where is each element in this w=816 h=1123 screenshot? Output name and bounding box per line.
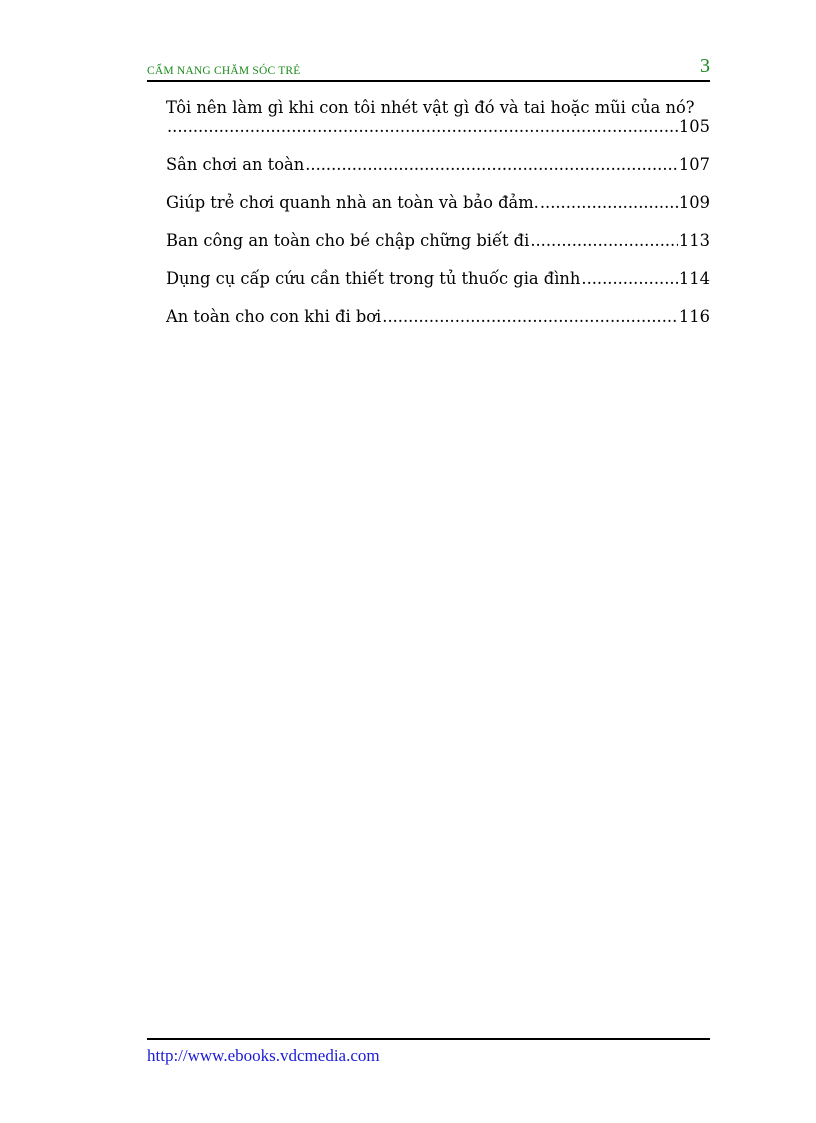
toc-entry-page: 116 (678, 307, 710, 326)
dot-leader (530, 231, 678, 250)
toc-entry-title: An toàn cho con khi đi bơi (166, 307, 382, 326)
dot-leader (581, 269, 678, 288)
footer-url-link[interactable]: http://www.ebooks.vdcmedia.com (147, 1046, 380, 1065)
table-of-contents (166, 98, 710, 326)
page-footer (147, 1038, 710, 1065)
toc-entry[interactable] (166, 269, 710, 288)
toc-entry-page: 105 (678, 117, 710, 136)
toc-entry-page: 114 (678, 269, 710, 288)
toc-entry-title: Dụng cụ cấp cứu cần thiết trong tủ thuốc gia đình (166, 269, 581, 288)
dot-leader (540, 193, 678, 212)
toc-entry-title: Tôi nên làm gì khi con tôi nhét vật gì đó và tai hoặc mũi của nó? (166, 98, 695, 117)
page-number: 3 (700, 55, 710, 77)
toc-entry[interactable] (166, 307, 710, 326)
toc-entry-title: Ban công an toàn cho bé chập chững biết đi (166, 231, 530, 250)
dot-leader (305, 155, 678, 174)
running-header-title: CẨM NANG CHĂM SÓC TRẺ (147, 65, 301, 77)
toc-entry[interactable] (166, 155, 710, 174)
page-header (147, 55, 710, 82)
toc-entry-title: Sân chơi an toàn (166, 155, 305, 174)
dot-leader (167, 117, 678, 136)
toc-entry[interactable] (166, 98, 710, 136)
toc-entry-page: 107 (678, 155, 710, 174)
toc-entry-page: 113 (678, 231, 710, 250)
toc-entry-title: Giúp trẻ chơi quanh nhà an toàn và bảo đảm. (166, 193, 539, 212)
toc-entry[interactable] (166, 231, 710, 250)
toc-entry[interactable] (166, 193, 710, 212)
dot-leader (382, 307, 678, 326)
toc-entry-page: 109 (678, 193, 710, 212)
